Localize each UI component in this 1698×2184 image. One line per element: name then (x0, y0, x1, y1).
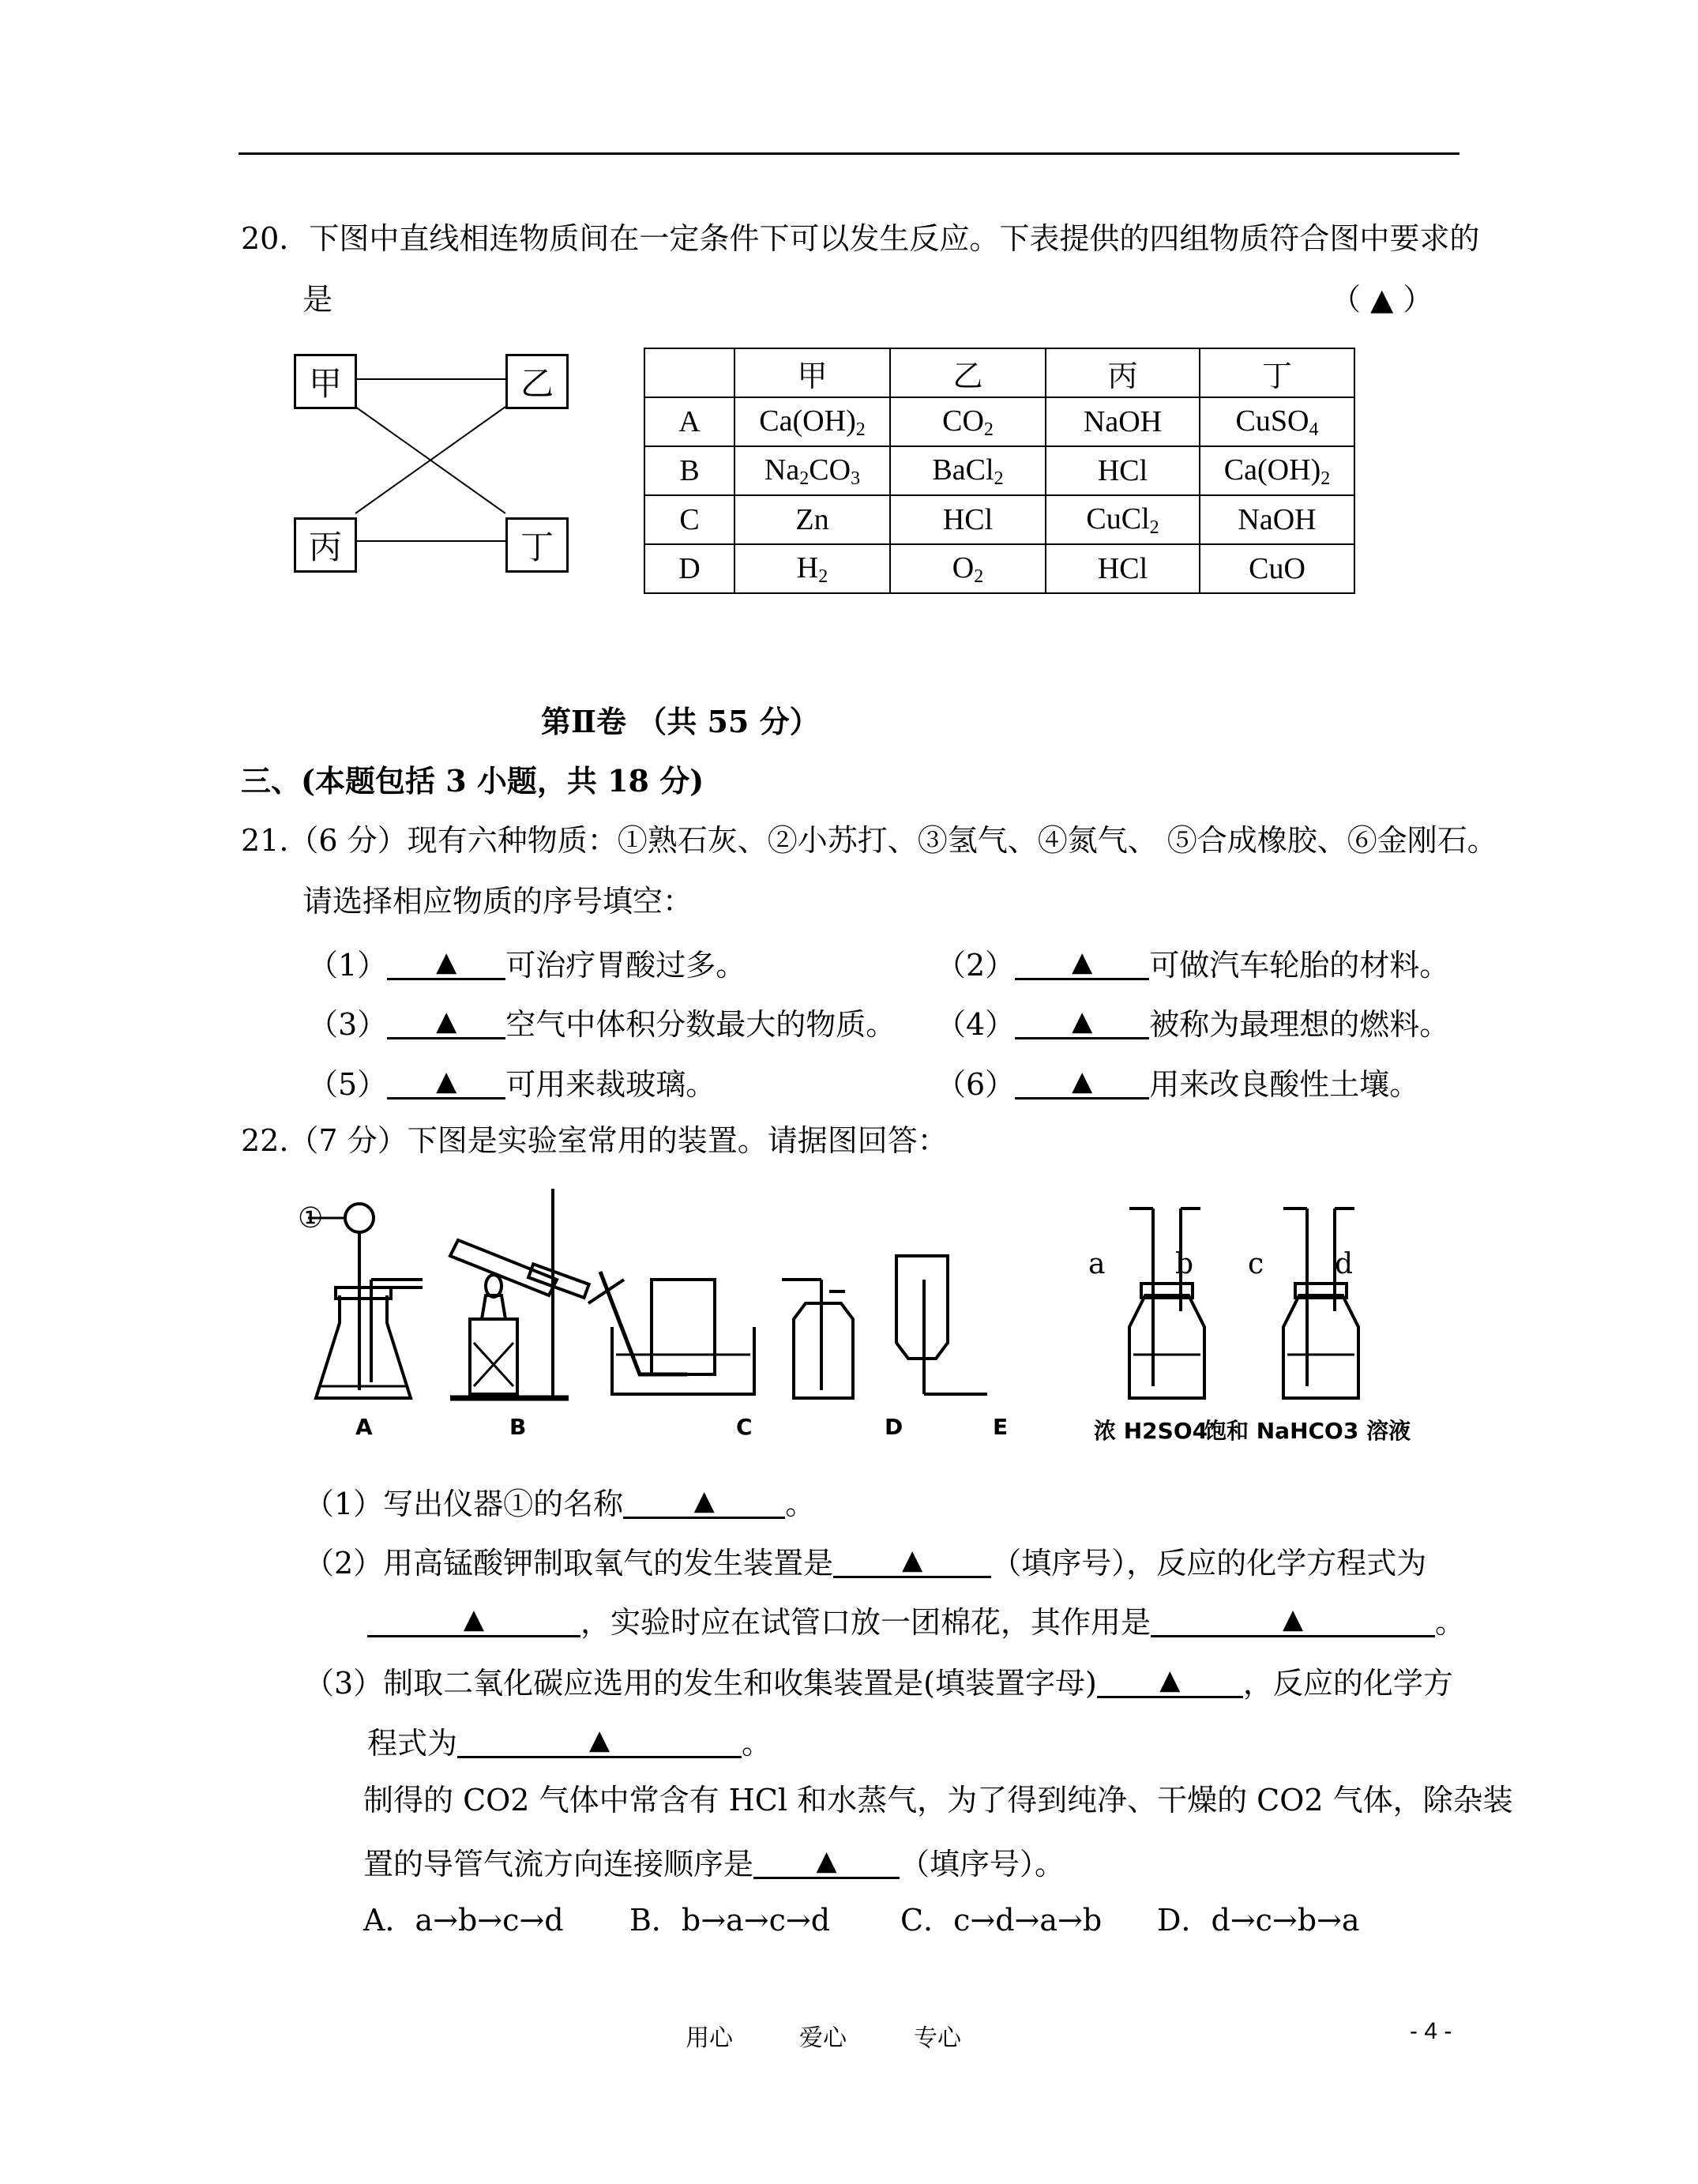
part-text: （填序号），反应的化学方程式为 (991, 1546, 1427, 1581)
table-header-cell: 丙 (1046, 348, 1200, 397)
formula-cell: $H_2$ (734, 544, 890, 593)
option-d[interactable]: D．d→c→b→a (1157, 1903, 1360, 1938)
formula-cell: $CO_2$ (890, 397, 1046, 446)
q21-stem-line2: 请选择相应物质的序号填空： (302, 884, 693, 919)
answer-blank[interactable]: ▲ (833, 1544, 991, 1578)
node-jia: 甲 (294, 354, 357, 409)
answer-blank[interactable]: ▲ (623, 1485, 785, 1519)
q22-part2 (304, 1544, 1427, 1581)
item-text: 可用来裁玻璃。 (505, 1067, 716, 1102)
row-label-cell: D (644, 544, 734, 593)
bottle-label-nahco3: 饱和 NaHCO3 溶液 (1204, 1418, 1411, 1444)
row-label-cell: B (644, 446, 734, 495)
q22-part2-line2 (367, 1603, 1466, 1640)
bottle-label-h2so4: 浓 H2SO4 (1094, 1418, 1208, 1444)
answer-blank[interactable]: ▲ (1151, 1603, 1435, 1637)
q20-stem-line2: 是 (302, 282, 333, 317)
port-label-a: a (1088, 1248, 1106, 1280)
answer-blank[interactable]: ▲ (387, 1006, 505, 1039)
q22-part3b-line2 (363, 1845, 1065, 1879)
port-label-d: d (1335, 1248, 1354, 1280)
page-number: - 4 - (1410, 2018, 1452, 2044)
table-header-cell (644, 348, 734, 397)
apparatus-label-e: E (993, 1414, 1009, 1440)
header-rule (239, 152, 1459, 155)
part-text: （3）制取二氧化碳应选用的发生和收集装置是(填装置字母) (304, 1666, 1097, 1701)
option-a[interactable]: A．a→b→c→d (363, 1903, 564, 1938)
formula-cell: BaCl$_2$ (890, 446, 1046, 495)
item-text: 被称为最理想的燃料。 (1149, 1007, 1450, 1042)
formula-cell: CuO (1200, 544, 1354, 593)
q21-item-1 (308, 946, 746, 983)
part-text: （1）写出仪器①的名称 (304, 1487, 624, 1521)
item-number: （6） (936, 1067, 1016, 1102)
part-text: 程式为 (367, 1726, 458, 1761)
item-number: （4） (936, 1007, 1016, 1042)
answer-blank[interactable]: ▲ (367, 1603, 580, 1637)
q21-item-3 (308, 1006, 896, 1042)
row-label-cell: C (644, 495, 734, 544)
part-text: 。 (785, 1487, 816, 1521)
apparatus-label-d: D (885, 1414, 903, 1440)
apparatus-label-a: A (355, 1414, 373, 1440)
formula-cell: CuCl$_2$ (1046, 495, 1200, 544)
part-text: （2）用高锰酸钾制取氧气的发生装置是 (304, 1546, 834, 1581)
section3-title: 三、(本题包括 3 小题，共 18 分) (241, 763, 704, 799)
answer-blank[interactable]: ▲ (1015, 946, 1149, 980)
apparatus-label-c: C (736, 1414, 753, 1440)
q20-answer-slot: （ ▲ ） (1331, 282, 1433, 317)
table-row (644, 544, 1354, 593)
answer-blank[interactable]: ▲ (457, 1724, 742, 1758)
item-text: 用来改良酸性土壤。 (1149, 1067, 1420, 1102)
q22-stem: 22.（7 分）下图是实验室常用的装置。请据图回答： (241, 1123, 948, 1158)
lab-apparatus-illustration (292, 1185, 1414, 1414)
formula-cell: HCl (1046, 544, 1200, 593)
q22-part1 (304, 1485, 815, 1519)
option-b[interactable]: B．b→a→c→d (629, 1903, 831, 1938)
port-label-b: b (1175, 1248, 1194, 1280)
footer-word-3: 专心 (914, 2024, 961, 2052)
q22-part3 (304, 1664, 1453, 1701)
formula-cell: $Na_2CO_3$ (734, 446, 890, 495)
node-bing: 丙 (294, 517, 357, 573)
formula-cell: CuSO$_4$ (1200, 397, 1354, 446)
item-number: （3） (308, 1007, 388, 1042)
q22-part3-line2 (367, 1724, 772, 1761)
option-c[interactable]: C．c→d→a→b (900, 1903, 1103, 1938)
item-number: （5） (308, 1067, 388, 1102)
formula-cell: NaOH (1046, 397, 1200, 446)
table-header-cell: 丁 (1200, 348, 1354, 397)
item-number: （2） (936, 948, 1016, 983)
port-label-c: c (1248, 1248, 1264, 1280)
options-table (644, 348, 1355, 594)
answer-blank[interactable]: ▲ (387, 1066, 505, 1100)
row-label-cell: A (644, 397, 734, 446)
answer-blank[interactable]: ▲ (387, 946, 505, 980)
node-yi: 乙 (505, 354, 569, 409)
table-header-cell: 乙 (890, 348, 1046, 397)
table-header-cell: 甲 (734, 348, 890, 397)
answer-blank[interactable]: ▲ (1015, 1066, 1149, 1100)
table-row (644, 446, 1354, 495)
formula-cell: HCl (890, 495, 1046, 544)
table-row (644, 495, 1354, 544)
node-ding: 丁 (505, 517, 569, 573)
part-text: 置的导管气流方向连接顺序是 (363, 1847, 754, 1881)
answer-blank[interactable]: ▲ (1097, 1664, 1243, 1698)
item-text: 可治疗胃酸过多。 (505, 948, 746, 983)
table-header-row (644, 348, 1354, 397)
q21-item-2 (936, 946, 1450, 983)
formula-cell: $Ca(OH)_2$ (1200, 446, 1354, 495)
formula-cell: NaOH (1200, 495, 1354, 544)
q21-item-6 (936, 1066, 1419, 1100)
footer-word-1: 用心 (686, 2024, 733, 2052)
table-row (644, 397, 1354, 446)
q20-stem-line1: 20．下图中直线相连物质间在一定条件下可以发生反应。下表提供的四组物质符合图中要求的 (241, 221, 1480, 256)
formula-cell: $O_2$ (890, 544, 1046, 593)
q21-stem-line1: 21.（6 分）现有六种物质：①熟石灰、②小苏打、③氢气、④氮气、 ⑤合成橡胶、⑥金刚石。 (241, 823, 1497, 858)
q21-item-4 (936, 1006, 1450, 1042)
q22-part3b-line1: 制得的 CO2 气体中常含有 HCl 和水蒸气，为了得到纯净、干燥的 CO2 气体，除杂装 (363, 1783, 1513, 1817)
q21-item-5 (308, 1066, 716, 1100)
instrument-marker: ① (298, 1202, 324, 1235)
part-text: 。 (1435, 1605, 1466, 1640)
part-text: ，实验时应在试管口放一团棉花，其作用是 (580, 1605, 1151, 1640)
item-text: 可做汽车轮胎的材料。 (1149, 948, 1450, 983)
part-text: ，反应的化学方 (1242, 1666, 1453, 1701)
answer-blank[interactable]: ▲ (1015, 1006, 1149, 1039)
formula-cell: $Ca(OH)_2$ (734, 397, 890, 446)
item-text: 空气中体积分数最大的物质。 (505, 1007, 896, 1042)
part-text: 。 (742, 1726, 772, 1761)
formula-cell: Zn (734, 495, 890, 544)
answer-blank[interactable]: ▲ (753, 1845, 900, 1879)
item-number: （1） (308, 948, 388, 983)
section2-title: 第Ⅱ卷 （共 55 分） (541, 704, 820, 739)
part-text: （填序号）。 (900, 1847, 1065, 1881)
apparatus-label-b: B (509, 1414, 527, 1440)
footer-word-2: 爱心 (799, 2024, 847, 2052)
formula-cell: HCl (1046, 446, 1200, 495)
